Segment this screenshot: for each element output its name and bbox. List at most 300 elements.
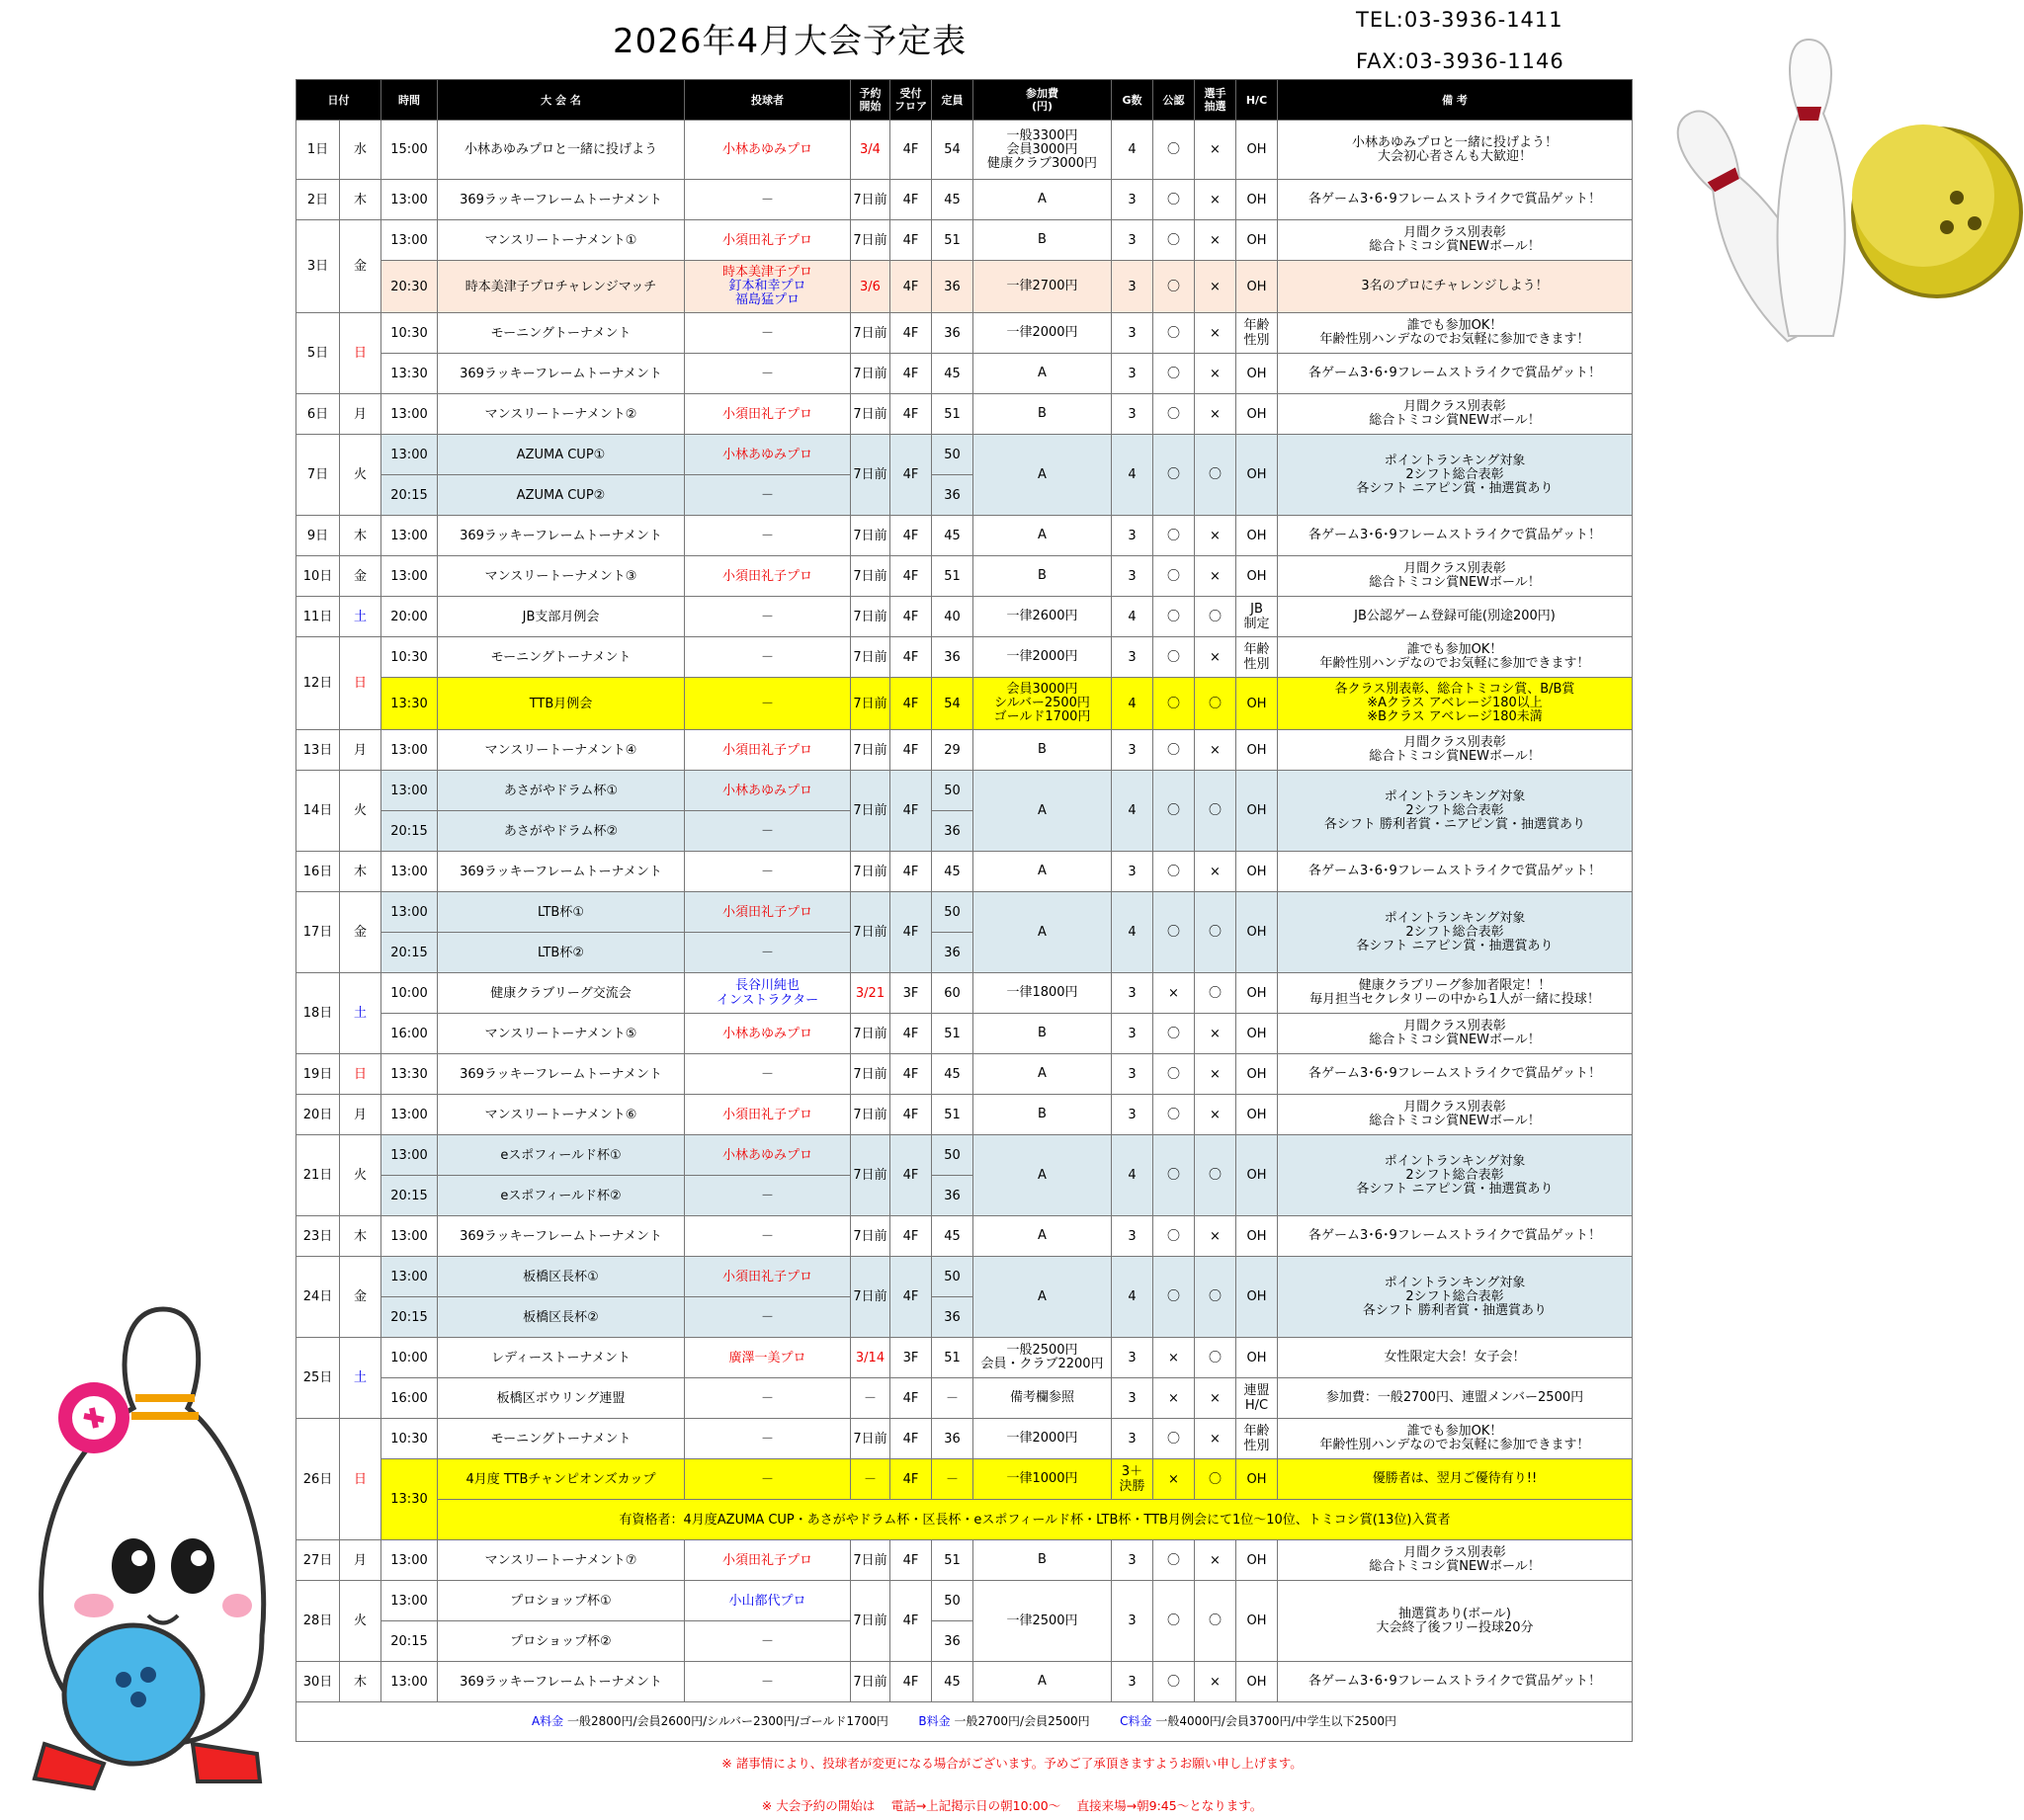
capacity-cell: 51	[932, 1338, 973, 1378]
capacity-cell: －	[932, 1378, 973, 1419]
remarks-cell: JB公認ゲーム登録可能(別途200円)	[1278, 597, 1633, 637]
official-cell: ×	[1153, 1378, 1195, 1419]
floor-cell: 4F	[890, 394, 932, 435]
fee-cell: B	[973, 556, 1112, 597]
reservation-start-cell: 7日前	[851, 597, 890, 637]
capacity-cell: 60	[932, 973, 973, 1014]
bowler-name: 釘本和幸プロ	[728, 279, 806, 293]
time-cell: 10:30	[381, 1419, 438, 1459]
official-cell: 〇	[1153, 771, 1195, 852]
remarks-cell: ポイントランキング対象 2シフト総合表彰 各シフト 勝利者賞・ニアピン賞・抽選賞あり	[1278, 771, 1633, 852]
table-row	[296, 1662, 1633, 1702]
capacity-cell: 51	[932, 556, 973, 597]
event-name-cell: 369ラッキーフレームトーナメント	[438, 1662, 685, 1702]
date-cell: 14日	[296, 771, 340, 852]
reservation-start-cell: 7日前	[851, 852, 890, 892]
reservation-start-cell: 7日前	[851, 1095, 890, 1135]
floor-cell: 4F	[890, 1054, 932, 1095]
handicap-cell: OH	[1236, 1662, 1278, 1702]
capacity-cell: 45	[932, 1216, 973, 1257]
bowler-cell: 小須田礼子プロ	[685, 556, 851, 597]
games-cell: 3	[1112, 1216, 1153, 1257]
games-cell: 3	[1112, 261, 1153, 313]
games-cell: 3	[1112, 556, 1153, 597]
table-row	[296, 1500, 1633, 1540]
bowler-cell: －	[685, 852, 851, 892]
weekday-cell: 水	[340, 121, 381, 180]
official-cell: 〇	[1153, 516, 1195, 556]
fee-cell: 一律2000円	[973, 1419, 1112, 1459]
fee-cell: 一律2500円	[973, 1581, 1112, 1662]
time-cell: 15:00	[381, 121, 438, 180]
official-cell: 〇	[1153, 1662, 1195, 1702]
fee-b-text: 一般2700円/会員2500円	[954, 1714, 1090, 1728]
date-cell: 10日	[296, 556, 340, 597]
floor-cell: 4F	[890, 597, 932, 637]
date-cell: 30日	[296, 1662, 340, 1702]
date-cell: 20日	[296, 1095, 340, 1135]
reservation-start-cell: 7日前	[851, 1540, 890, 1581]
reservation-start-cell: 7日前	[851, 313, 890, 354]
weekday-cell: 火	[340, 1135, 381, 1216]
capacity-cell: 36	[932, 933, 973, 973]
official-cell: 〇	[1153, 730, 1195, 771]
date-cell: 26日	[296, 1419, 340, 1540]
official-cell: 〇	[1153, 435, 1195, 516]
handicap-cell: 年齢 性別	[1236, 1419, 1278, 1459]
time-cell: 16:00	[381, 1378, 438, 1419]
time-cell: 20:00	[381, 597, 438, 637]
fee-cell: B	[973, 730, 1112, 771]
handicap-cell: OH	[1236, 771, 1278, 852]
fee-cell: B	[973, 394, 1112, 435]
bowler-cell: 小須田礼子プロ	[685, 1257, 851, 1297]
lane-draw-cell: ×	[1195, 354, 1236, 394]
table-row	[296, 730, 1633, 771]
bowling-pins-ball-illustration	[1660, 30, 2024, 385]
games-cell: 3	[1112, 180, 1153, 220]
reservation-start-cell: －	[851, 1378, 890, 1419]
table-row	[296, 852, 1633, 892]
lane-draw-cell: ×	[1195, 394, 1236, 435]
event-name-cell: モーニングトーナメント	[438, 1419, 685, 1459]
event-name-cell: 健康クラブリーグ交流会	[438, 973, 685, 1014]
event-name-cell: 板橋区ボウリング連盟	[438, 1378, 685, 1419]
handicap-cell: OH	[1236, 1135, 1278, 1216]
bowler-cell: 小林あゆみプロ	[685, 121, 851, 180]
weekday-cell: 土	[340, 973, 381, 1054]
floor-cell: 4F	[890, 1419, 932, 1459]
table-row	[296, 313, 1633, 354]
reservation-start-cell: －	[851, 1459, 890, 1500]
handicap-cell: OH	[1236, 1540, 1278, 1581]
fee-cell: A	[973, 1135, 1112, 1216]
fee-cell: 一律2600円	[973, 597, 1112, 637]
games-cell: 3	[1112, 1419, 1153, 1459]
event-name-cell: 板橋区長杯②	[438, 1297, 685, 1338]
capacity-cell: 36	[932, 261, 973, 313]
weekday-cell: 日	[340, 637, 381, 730]
time-cell: 10:30	[381, 637, 438, 678]
lane-draw-cell: ×	[1195, 637, 1236, 678]
handicap-cell: OH	[1236, 1216, 1278, 1257]
table-row	[296, 1095, 1633, 1135]
official-cell: 〇	[1153, 1135, 1195, 1216]
games-cell: 3	[1112, 1014, 1153, 1054]
bowler-name: 福島猛プロ	[734, 292, 800, 307]
reservation-start-cell: 3/4	[851, 121, 890, 180]
bowler-cell: 小林あゆみプロ	[685, 1135, 851, 1176]
fee-a-label: A料金	[531, 1714, 564, 1728]
bowler-cell: －	[685, 933, 851, 973]
lane-draw-cell: 〇	[1195, 892, 1236, 973]
event-name-cell: JB支部月例会	[438, 597, 685, 637]
remarks-cell: 誰でも参加OK！ 年齢性別ハンデなのでお気軽に参加できます！	[1278, 637, 1633, 678]
remarks-cell: 参加費：一般2700円、連盟メンバー2500円	[1278, 1378, 1633, 1419]
time-cell: 10:00	[381, 973, 438, 1014]
lane-draw-cell: ×	[1195, 313, 1236, 354]
handicap-cell: OH	[1236, 1581, 1278, 1662]
remarks-cell: ポイントランキング対象 2シフト総合表彰 各シフト ニアピン賞・抽選賞あり	[1278, 1135, 1633, 1216]
official-cell: 〇	[1153, 1257, 1195, 1338]
handicap-cell: OH	[1236, 180, 1278, 220]
reservation-start-cell: 7日前	[851, 1662, 890, 1702]
handicap-cell: OH	[1236, 556, 1278, 597]
floor-cell: 4F	[890, 261, 932, 313]
floor-cell: 4F	[890, 1662, 932, 1702]
games-cell: 4	[1112, 1135, 1153, 1216]
bowler-cell: 小須田礼子プロ	[685, 1095, 851, 1135]
fee-cell: A	[973, 852, 1112, 892]
floor-cell: 4F	[890, 313, 932, 354]
fax-number: FAX:03-3936-1146	[1356, 49, 1564, 73]
event-name-cell: あさがやドラム杯②	[438, 811, 685, 852]
games-cell: 4	[1112, 771, 1153, 852]
bowler-cell: 小須田礼子プロ	[685, 220, 851, 261]
lane-draw-cell: 〇	[1195, 1257, 1236, 1338]
reservation-start-cell: 7日前	[851, 220, 890, 261]
table-row	[296, 516, 1633, 556]
floor-cell: 4F	[890, 730, 932, 771]
handicap-cell: JB 制定	[1236, 597, 1278, 637]
reservation-start-cell: 7日前	[851, 435, 890, 516]
floor-cell: 4F	[890, 1095, 932, 1135]
remarks-cell: 各ゲーム3･6･9フレームストライクで賞品ゲット！	[1278, 852, 1633, 892]
fee-cell: 一律2000円	[973, 313, 1112, 354]
reservation-start-cell: 7日前	[851, 354, 890, 394]
lane-draw-cell: ×	[1195, 1540, 1236, 1581]
handicap-cell: OH	[1236, 1257, 1278, 1338]
bowler-cell: －	[685, 1662, 851, 1702]
header-lane-draw: 選手 抽選	[1195, 80, 1236, 121]
capacity-cell: 36	[932, 637, 973, 678]
fee-cell: A	[973, 1054, 1112, 1095]
official-cell: 〇	[1153, 220, 1195, 261]
handicap-cell: OH	[1236, 730, 1278, 771]
page-title: 2026年4月大会予定表	[613, 22, 968, 61]
floor-cell: 4F	[890, 220, 932, 261]
floor-cell: 4F	[890, 180, 932, 220]
games-cell: 4	[1112, 435, 1153, 516]
handicap-cell: OH	[1236, 678, 1278, 730]
bowler-cell: －	[685, 1419, 851, 1459]
remarks-cell: 抽選賞あり(ボール) 大会終了後フリー投球20分	[1278, 1581, 1633, 1662]
header-remarks: 備 考	[1278, 80, 1633, 121]
lane-draw-cell: ×	[1195, 220, 1236, 261]
games-cell: 3	[1112, 1054, 1153, 1095]
capacity-cell: 50	[932, 1581, 973, 1621]
floor-cell: 4F	[890, 637, 932, 678]
bowler-cell: －	[685, 1621, 851, 1662]
remarks-cell: 各ゲーム3･6･9フレームストライクで賞品ゲット！	[1278, 516, 1633, 556]
time-cell: 13:00	[381, 1662, 438, 1702]
official-cell: 〇	[1153, 1540, 1195, 1581]
time-cell: 20:15	[381, 933, 438, 973]
event-name-cell: 板橋区長杯①	[438, 1257, 685, 1297]
table-row	[296, 354, 1633, 394]
time-cell: 13:00	[381, 556, 438, 597]
date-cell: 2日	[296, 180, 340, 220]
weekday-cell: 火	[340, 435, 381, 516]
bowler-cell: 小林あゆみプロ	[685, 771, 851, 811]
lane-draw-cell: 〇	[1195, 973, 1236, 1014]
table-row	[296, 394, 1633, 435]
table-row	[296, 121, 1633, 180]
weekday-cell: 木	[340, 180, 381, 220]
date-cell: 5日	[296, 313, 340, 394]
official-cell: 〇	[1153, 1014, 1195, 1054]
fee-a-text: 一般2800円/会員2600円/シルバー2300円/ゴールド1700円	[566, 1714, 888, 1728]
floor-cell: 4F	[890, 1014, 932, 1054]
reservation-start-cell: 3/21	[851, 973, 890, 1014]
capacity-cell: 36	[932, 1621, 973, 1662]
capacity-cell: 51	[932, 394, 973, 435]
date-cell: 23日	[296, 1216, 340, 1257]
weekday-cell: 月	[340, 394, 381, 435]
games-cell: 4	[1112, 121, 1153, 180]
fee-b-label: B料金	[918, 1714, 951, 1728]
time-cell: 13:00	[381, 220, 438, 261]
bowler-name: 時本美津子プロ	[721, 265, 812, 280]
capacity-cell: 45	[932, 852, 973, 892]
date-cell: 1日	[296, 121, 340, 180]
time-cell: 13:00	[381, 1257, 438, 1297]
event-name-cell: 時本美津子プロチャレンジマッチ	[438, 261, 685, 313]
reservation-start-cell: 7日前	[851, 637, 890, 678]
reservation-start-cell: 7日前	[851, 678, 890, 730]
games-cell: 3	[1112, 220, 1153, 261]
time-cell: 13:00	[381, 435, 438, 475]
games-cell: 4	[1112, 1257, 1153, 1338]
remarks-cell: 誰でも参加OK！ 年齢性別ハンデなのでお気軽に参加できます！	[1278, 313, 1633, 354]
floor-cell: 4F	[890, 1540, 932, 1581]
official-cell: ×	[1153, 973, 1195, 1014]
header-time: 時間	[381, 80, 438, 121]
handicap-cell: OH	[1236, 852, 1278, 892]
games-cell: 3	[1112, 313, 1153, 354]
event-name-cell: マンスリートーナメント③	[438, 556, 685, 597]
event-name-cell: 369ラッキーフレームトーナメント	[438, 354, 685, 394]
bowler-cell: －	[685, 597, 851, 637]
bowler-cell: －	[685, 1459, 851, 1500]
remarks-cell: 誰でも参加OK！ 年齢性別ハンデなのでお気軽に参加できます！	[1278, 1419, 1633, 1459]
bowler-cell: 小須田礼子プロ	[685, 730, 851, 771]
remarks-cell: 3名のプロにチャレンジしよう！	[1278, 261, 1633, 313]
games-cell: 4	[1112, 678, 1153, 730]
remarks-cell: 月間クラス別表彰 総合トミコシ賞NEWボール！	[1278, 394, 1633, 435]
qualification-note: 有資格者：4月度AZUMA CUP・あさがやドラム杯・区長杯・eスポフィールド杯・LTB杯・TTB月例会にて1位～10位、トミコシ賞(13位)入賞者	[438, 1500, 1633, 1540]
event-name-cell: 369ラッキーフレームトーナメント	[438, 1054, 685, 1095]
floor-cell: 4F	[890, 1135, 932, 1216]
table-row	[296, 1216, 1633, 1257]
weekday-cell: 木	[340, 1216, 381, 1257]
event-name-cell: マンスリートーナメント⑤	[438, 1014, 685, 1054]
date-cell: 3日	[296, 220, 340, 313]
lane-draw-cell: 〇	[1195, 1338, 1236, 1378]
header-handicap: H/C	[1236, 80, 1278, 121]
capacity-cell: 50	[932, 771, 973, 811]
reservation-start-cell: 7日前	[851, 1216, 890, 1257]
capacity-cell: 45	[932, 354, 973, 394]
time-cell: 13:00	[381, 1135, 438, 1176]
date-cell: 13日	[296, 730, 340, 771]
floor-cell: 4F	[890, 852, 932, 892]
bowler-cell: －	[685, 1297, 851, 1338]
date-cell: 25日	[296, 1338, 340, 1419]
table-row	[296, 1581, 1633, 1621]
floor-cell: 3F	[890, 973, 932, 1014]
bowler-cell: －	[685, 516, 851, 556]
games-cell: 3	[1112, 1581, 1153, 1662]
lane-draw-cell: ×	[1195, 1216, 1236, 1257]
event-name-cell: 369ラッキーフレームトーナメント	[438, 852, 685, 892]
lane-draw-cell: ×	[1195, 180, 1236, 220]
bowler-cell: 小山都代プロ	[685, 1581, 851, 1621]
handicap-cell: OH	[1236, 1338, 1278, 1378]
reservation-start-cell: 7日前	[851, 1014, 890, 1054]
header-capacity: 定員	[932, 80, 973, 121]
reservation-start-cell: 7日前	[851, 394, 890, 435]
games-cell: 3	[1112, 1662, 1153, 1702]
floor-cell: 4F	[890, 354, 932, 394]
capacity-cell: 45	[932, 180, 973, 220]
remarks-cell: 月間クラス別表彰 総合トミコシ賞NEWボール！	[1278, 730, 1633, 771]
capacity-cell: 54	[932, 678, 973, 730]
capacity-cell: 36	[932, 811, 973, 852]
floor-cell: 4F	[890, 892, 932, 973]
remarks-cell: 各ゲーム3･6･9フレームストライクで賞品ゲット！	[1278, 1216, 1633, 1257]
weekday-cell: 日	[340, 313, 381, 394]
fee-cell: 一律2000円	[973, 637, 1112, 678]
weekday-cell: 木	[340, 852, 381, 892]
time-cell: 20:30	[381, 261, 438, 313]
time-cell: 13:00	[381, 394, 438, 435]
handicap-cell: OH	[1236, 516, 1278, 556]
date-cell: 16日	[296, 852, 340, 892]
event-name-cell: マンスリートーナメント④	[438, 730, 685, 771]
remarks-cell: 各クラス別表彰、総合トミコシ賞、B/B賞 ※Aクラス アベレージ180以上 ※Bクラス アベレージ180未満	[1278, 678, 1633, 730]
event-name-cell: eスポフィールド杯②	[438, 1176, 685, 1216]
weekday-cell: 月	[340, 730, 381, 771]
remarks-cell: 健康クラブリーグ参加者限定！！ 毎月担当セクレタリーの中から1人が一緒に投球！	[1278, 973, 1633, 1014]
reservation-start-cell: 7日前	[851, 892, 890, 973]
header-games: G数	[1112, 80, 1153, 121]
remarks-cell: 小林あゆみプロと一緒に投げよう！ 大会初心者さんも大歓迎！	[1278, 121, 1633, 180]
note-reservation-start: ※ 大会予約の開始は 電話→上記掲示日の朝10:00～ 直接来場→朝9:45～となります。	[761, 1798, 1263, 1813]
event-name-cell: LTB杯②	[438, 933, 685, 973]
capacity-cell: 54	[932, 121, 973, 180]
time-cell: 10:30	[381, 313, 438, 354]
official-cell: 〇	[1153, 678, 1195, 730]
lane-draw-cell: 〇	[1195, 435, 1236, 516]
handicap-cell: OH	[1236, 1459, 1278, 1500]
fee-cell: A	[973, 771, 1112, 852]
event-name-cell: 小林あゆみプロと一緒に投げよう	[438, 121, 685, 180]
remarks-cell: ポイントランキング対象 2シフト総合表彰 各シフト 勝利者賞・抽選賞あり	[1278, 1257, 1633, 1338]
reservation-start-cell: 7日前	[851, 1581, 890, 1662]
lane-draw-cell: 〇	[1195, 771, 1236, 852]
lane-draw-cell: ×	[1195, 730, 1236, 771]
official-cell: 〇	[1153, 597, 1195, 637]
header-date: 日付	[296, 80, 381, 121]
lane-draw-cell: ×	[1195, 1014, 1236, 1054]
bowler-cell: 廣澤一美プロ	[685, 1338, 851, 1378]
games-cell: 3	[1112, 637, 1153, 678]
date-cell: 12日	[296, 637, 340, 730]
lane-draw-cell: ×	[1195, 261, 1236, 313]
bowler-cell	[685, 261, 851, 313]
time-cell: 13:00	[381, 892, 438, 933]
time-cell: 13:00	[381, 1216, 438, 1257]
official-cell: 〇	[1153, 354, 1195, 394]
time-cell: 13:00	[381, 180, 438, 220]
reservation-start-cell: 7日前	[851, 556, 890, 597]
capacity-cell: 51	[932, 1014, 973, 1054]
fee-cell: 一般2500円 会員・クラブ2200円	[973, 1338, 1112, 1378]
capacity-cell: 45	[932, 1662, 973, 1702]
games-cell: 3	[1112, 1095, 1153, 1135]
lane-draw-cell: ×	[1195, 1054, 1236, 1095]
time-cell: 20:15	[381, 1621, 438, 1662]
date-cell: 18日	[296, 973, 340, 1054]
event-name-cell: あさがやドラム杯①	[438, 771, 685, 811]
header-reception-floor: 受付 フロア	[890, 80, 932, 121]
table-row	[296, 1054, 1633, 1095]
time-cell: 13:00	[381, 1095, 438, 1135]
event-name-cell: マンスリートーナメント②	[438, 394, 685, 435]
remarks-cell: ポイントランキング対象 2シフト総合表彰 各シフト ニアピン賞・抽選賞あり	[1278, 892, 1633, 973]
bowler-cell: －	[685, 811, 851, 852]
games-cell: 3	[1112, 1540, 1153, 1581]
handicap-cell: OH	[1236, 892, 1278, 973]
date-cell: 11日	[296, 597, 340, 637]
handicap-cell: OH	[1236, 354, 1278, 394]
floor-cell: 4F	[890, 1216, 932, 1257]
event-name-cell: 369ラッキーフレームトーナメント	[438, 180, 685, 220]
time-cell: 16:00	[381, 1014, 438, 1054]
time-cell: 13:30	[381, 678, 438, 730]
games-cell: 3	[1112, 394, 1153, 435]
capacity-cell: 50	[932, 1257, 973, 1297]
official-cell: 〇	[1153, 1054, 1195, 1095]
event-name-cell: 4月度 TTBチャンピオンズカップ	[438, 1459, 685, 1500]
remarks-cell: 各ゲーム3･6･9フレームストライクで賞品ゲット！	[1278, 354, 1633, 394]
official-cell: 〇	[1153, 394, 1195, 435]
lane-draw-cell: ×	[1195, 1095, 1236, 1135]
time-cell: 13:00	[381, 852, 438, 892]
event-name-cell: モーニングトーナメント	[438, 313, 685, 354]
table-row	[296, 597, 1633, 637]
